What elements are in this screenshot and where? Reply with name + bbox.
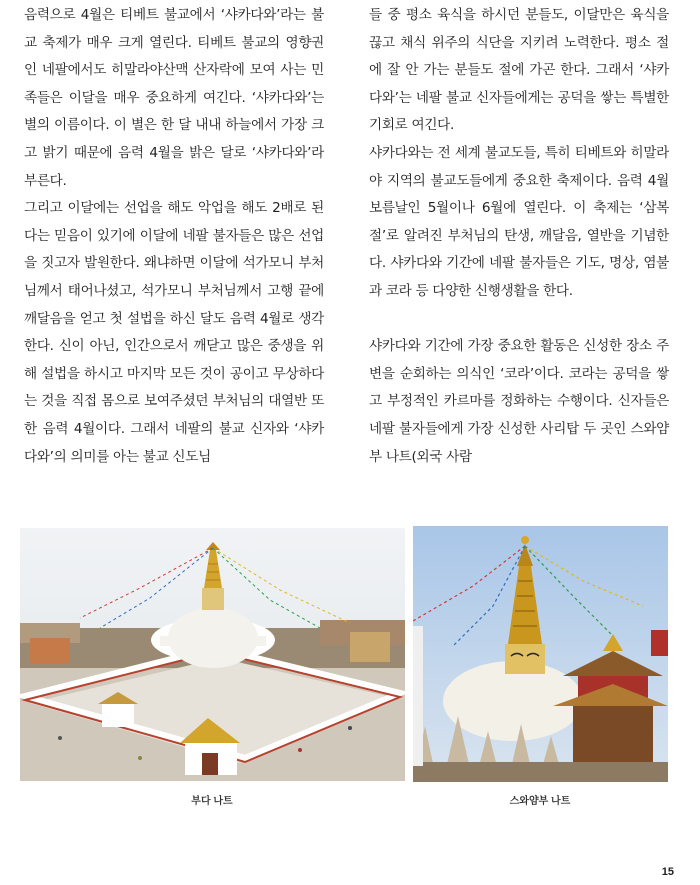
- page-number: 15: [661, 866, 674, 878]
- paragraph: 샤카다와는 전 세계 불교도들, 특히 티베트와 히말라야 지역의 불교도들에게 중요한 축제이다. 음력 4월 보름날인 5월이나 6월에 열린다. 이 축제는 ‘삼복절’로 알려진 부처님의 탄생, 깨달음, 열반을 기념한다. 샤카다와 기간에 네팔 불자들은 기도, 명상, 염불과 코라 등 다양한 신행생활을 한다.: [369, 144, 669, 299]
- swayambhunath-photo: [413, 526, 668, 782]
- photo-caption: 부다 나트: [191, 796, 233, 807]
- paragraph: 그리고 이달에는 선업을 해도 악업을 해도 2배로 된다는 믿음이 있기에 이달에 네팔 불자들은 많은 선업을 짓고자 발원한다. 왜냐하면 이달에 석가모니 부처님께서 태어나셨고, 석가모니 부처님께서 고행 끝에 깨달음을 얻고 첫 설법을 하신 달도 음력 4월로 생각한다. 신이 아닌, 인간으로서 깨닫고 많은 중생을 위해 설법을 하시고 마지막 모든 것이 공이고 무상하다는 것을 직접 몸으로 보여주셨던 부처님의 대열반 또한 음력 4월이다. 그래서 네팔의 불교 신자와 ‘샤카다와’의 의미를 아는 불교 신도님: [24, 200, 324, 465]
- boudhanath-photo: [20, 528, 405, 781]
- left-text-column: [24, 2, 324, 471]
- photo-caption: 스와얌부 나트: [509, 796, 571, 807]
- paragraph: 샤카다와 기간에 가장 중요한 활동은 신성한 장소 주변을 순회하는 의식인 ‘코라’이다. 코라는 공덕을 쌓고 부정적인 카르마를 정화하는 수행이다. 신자들은 네팔 불자들에게 가장 신성한 사리탑 두 곳인 스와얌부 나트(외국 사람: [369, 338, 669, 465]
- right-text-column: [369, 2, 669, 471]
- paragraph: 들 중 평소 육식을 하시던 분들도, 이달만은 육식을 끊고 채식 위주의 식단을 지키려 노력한다. 평소 절에 잘 안 가는 분들도 절에 가곤 한다. 그래서 ‘샤카다와’는 네팔 불교 신자들에게는 공덕을 쌓는 특별한 기회로 여긴다.: [369, 7, 669, 134]
- paragraph: 음력으로 4월은 티베트 불교에서 ‘샤카다와’라는 불교 축제가 매우 크게 열린다. 티베트 불교의 영향권인 네팔에서도 히말라야산맥 산자락에 모여 사는 민족들은 이달을 매우 중요하게 여긴다. ‘샤카다와’는 별의 이름이다. 이 별은 한 달 내내 하늘에서 가장 크고 밝기 때문에 음력 4월을 밝은 달로 ‘샤카다와’라 부른다.: [24, 7, 324, 189]
